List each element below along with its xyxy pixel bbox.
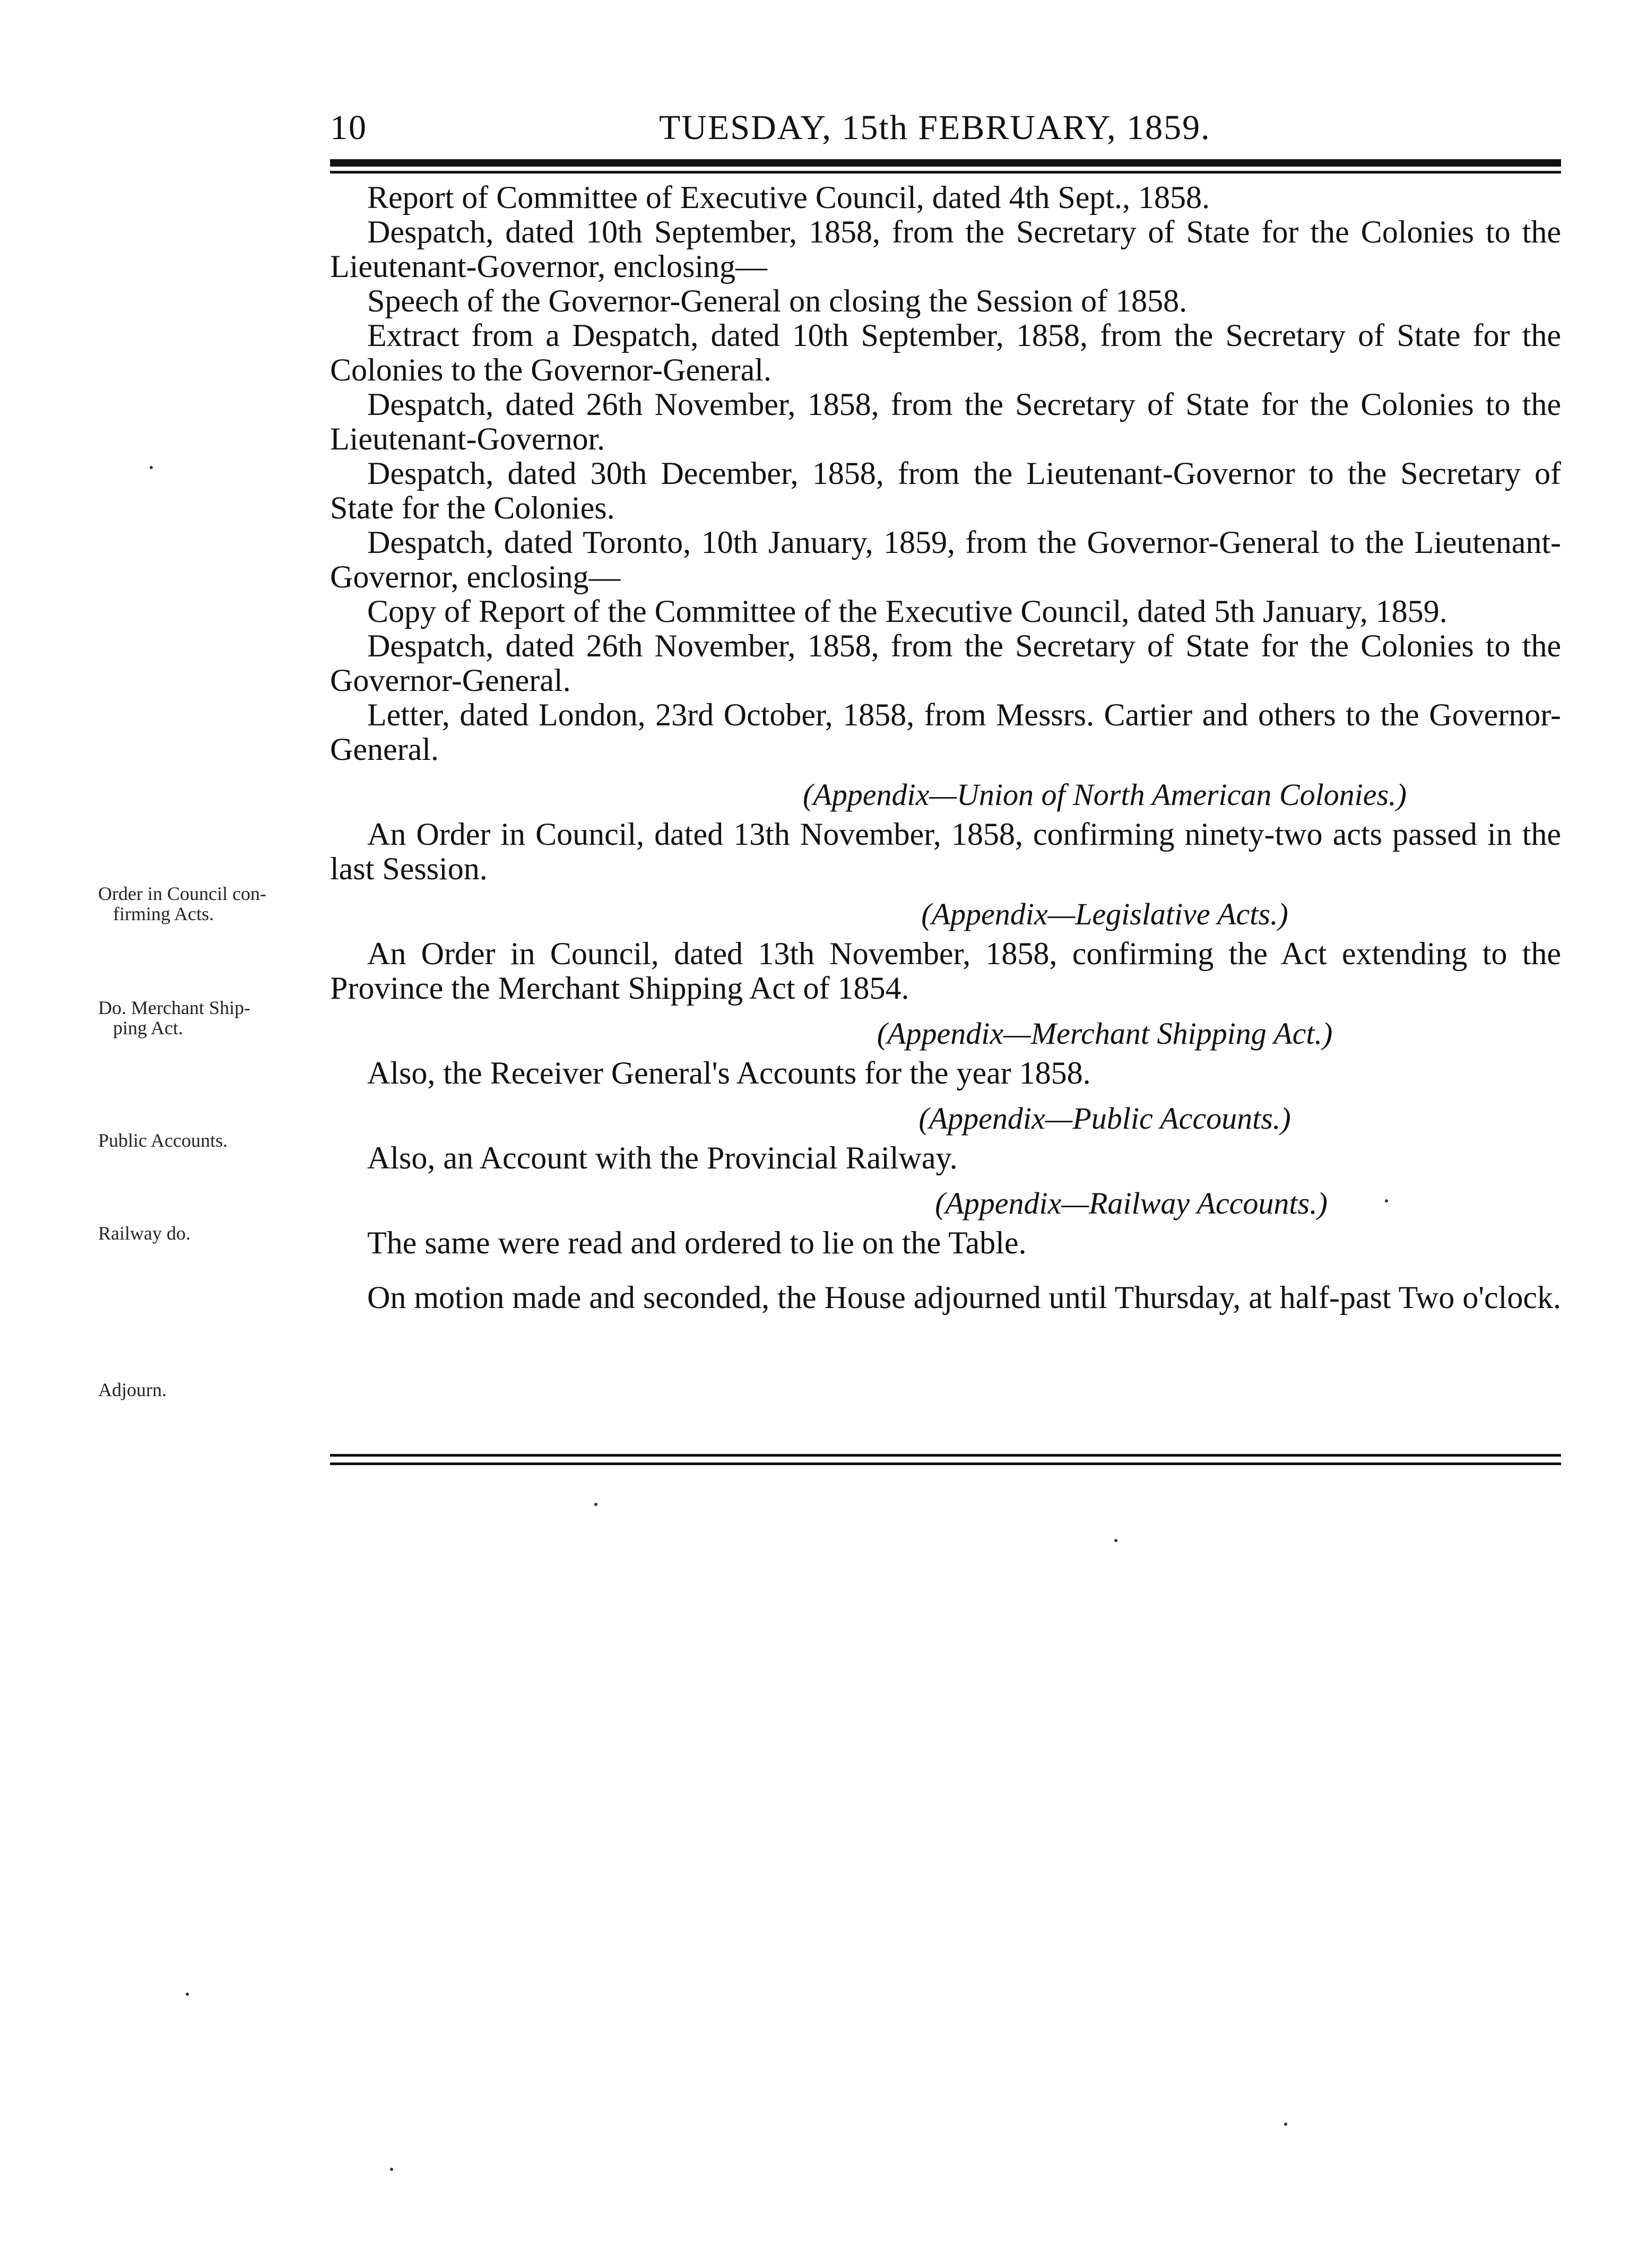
margin-note-line: firming Acts. (113, 903, 214, 924)
paragraph: Extract from a Despatch, dated 10th September, 1858, from the Secretary of State for the Colonies to the Governor-General. (330, 318, 1561, 387)
speck (594, 1503, 597, 1506)
paragraph: Report of Committee of Executive Council, dated 4th Sept., 1858. (367, 180, 1210, 215)
appendix-railway: (Appendix—Railway Accounts.) (935, 1186, 1328, 1220)
margin-note-line: Order in Council con- (98, 883, 266, 904)
journal-body (330, 180, 1561, 1315)
page-title: TUESDAY, 15th FEBRUARY, 1859. (659, 108, 1211, 147)
appendix-public: (Appendix—Public Accounts.) (918, 1101, 1291, 1136)
paragraph: Despatch, dated Toronto, 10th January, 1859, from the Governor-General to the Lieutenant-Governor, enclosing— (330, 525, 1561, 594)
public-accounts-paragraph: Also, the Receiver General's Accounts for the year 1858. (367, 1055, 1091, 1090)
speck (1385, 1199, 1388, 1202)
order-acts-paragraph: An Order in Council, dated 13th November, 1858, confirming ninety-two acts passed in the last Session. (330, 817, 1561, 886)
speck (1114, 1539, 1117, 1542)
paragraph: Copy of Report of the Committee of the Executive Council, dated 5th January, 1859. (367, 594, 1448, 629)
margin-note-adjourn: Adjourn. (98, 1379, 167, 1400)
speck (1284, 2123, 1287, 2126)
margin-note-line: Do. Merchant Ship- (98, 997, 250, 1018)
margin-note-order (98, 884, 321, 924)
paragraph: Despatch, dated 10th September, 1858, from the Secretary of State for the Colonies to the Lieutenant-Governor, enclosing— (330, 214, 1561, 284)
speck (150, 466, 153, 469)
header-rule-thick (330, 159, 1561, 167)
appendix-union: (Appendix—Union of North American Colonies.) (803, 777, 1407, 812)
margin-note-shipping (98, 998, 321, 1038)
page-header (330, 104, 1561, 152)
margin-note-railway: Railway do. (98, 1223, 190, 1244)
paragraph: Despatch, dated 26th November, 1858, from the Secretary of State for the Colonies to the Governor-General. (330, 628, 1561, 698)
speck (186, 1993, 189, 1996)
read-ordered-paragraph: The same were read and ordered to lie on the Table. (367, 1225, 1027, 1260)
page-number: 10 (330, 108, 367, 147)
paragraph: Letter, dated London, 23rd October, 1858, from Messrs. Cartier and others to the Governor-General. (330, 697, 1561, 767)
footer-rule-top (330, 1454, 1561, 1457)
speck (390, 2168, 393, 2171)
appendix-legislative: (Appendix—Legislative Acts.) (921, 897, 1288, 931)
appendix-shipping: (Appendix—Merchant Shipping Act.) (877, 1016, 1333, 1051)
margin-note-public: Public Accounts. (98, 1130, 228, 1151)
paragraph: Despatch, dated 30th December, 1858, from the Lieutenant-Governor to the Secretary of State for the Colonies. (330, 456, 1561, 525)
railway-paragraph: Also, an Account with the Provincial Railway. (367, 1140, 958, 1175)
margin-note-line: ping Act. (113, 1017, 183, 1038)
footer-rule-bottom (330, 1462, 1561, 1465)
order-shipping-paragraph: An Order in Council, dated 13th November, 1858, confirming the Act extending to the Province the Merchant Shipping Act of 1854. (330, 936, 1561, 1006)
adjourn-paragraph: On motion made and seconded, the House adjourned until Thursday, at half-past Two o'clock. (367, 1280, 1561, 1315)
paragraph: Despatch, dated 26th November, 1858, from the Secretary of State for the Colonies to the Lieutenant-Governor. (330, 387, 1561, 456)
header-rule-thin (330, 171, 1561, 174)
paragraph: Speech of the Governor-General on closing the Session of 1858. (367, 283, 1188, 318)
